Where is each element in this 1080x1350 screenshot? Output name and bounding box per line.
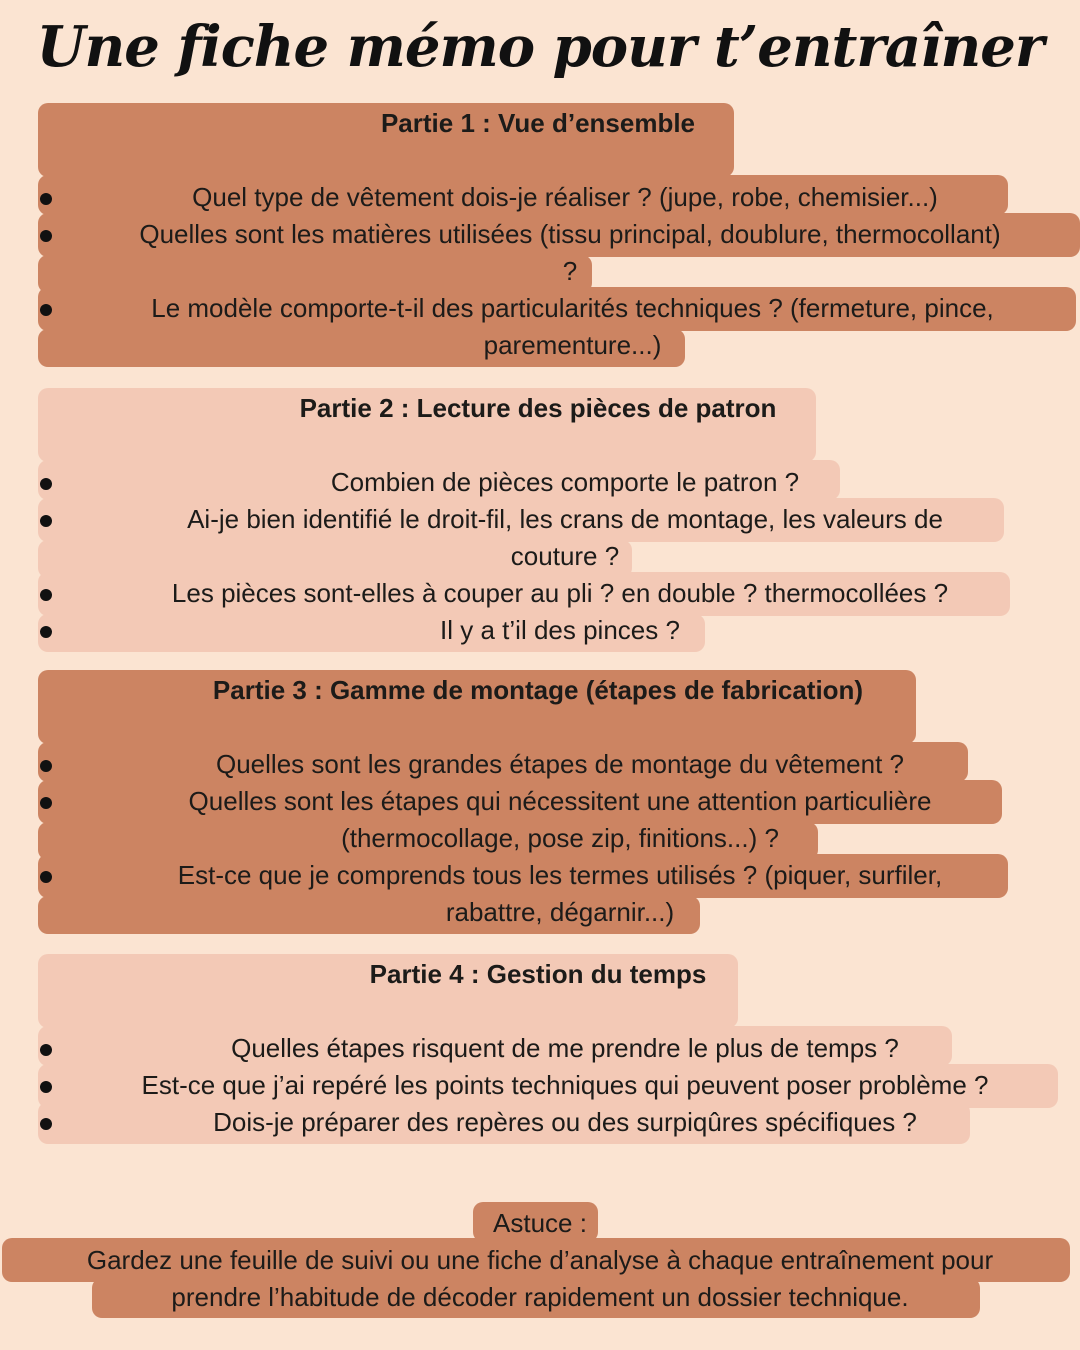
item-line: Est-ce que je comprends tous les termes utilisés ? (piquer, surfiler, — [177, 860, 943, 890]
item-line: Ai-je bien identifié le droit-fil, les crans de montage, les valeurs de — [187, 504, 943, 534]
item-line: Quelles sont les étapes qui nécessitent une attention particulière — [188, 786, 932, 816]
item-line: Dois-je préparer des repères ou des surpiqûres spécifiques ? — [213, 1107, 917, 1137]
item-line: Il y a t’il des pinces ? — [440, 615, 680, 645]
item-line: couture ? — [510, 541, 620, 571]
item-line: Quelles sont les matières utilisées (tissu principal, doublure, thermocollant) — [139, 219, 1001, 249]
bullet-icon — [40, 304, 52, 316]
section-title: Partie 4 : Gestion du temps — [369, 959, 707, 989]
section-title: Partie 2 : Lecture des pièces de patron — [299, 393, 777, 423]
item-line: Combien de pièces comporte le patron ? — [330, 467, 800, 497]
bullet-icon — [40, 193, 52, 205]
section-title: Partie 3 : Gamme de montage (étapes de fabrication) — [212, 675, 864, 705]
tip-text: prendre l’habitude de décoder rapidement un dossier technique. — [171, 1282, 909, 1312]
item-line: rabattre, dégarnir...) — [445, 897, 675, 927]
bullet-icon — [40, 871, 52, 883]
item-line: (thermocollage, pose zip, finitions...) ? — [341, 823, 779, 853]
bullet-icon — [40, 515, 52, 527]
page-title: Une fiche mémo pour t’entraîner — [36, 14, 1044, 80]
item-line: Quelles sont les grandes étapes de montage du vêtement ? — [216, 749, 904, 779]
item-line: parementure...) — [483, 330, 662, 360]
bullet-icon — [40, 760, 52, 772]
item-line: Les pièces sont-elles à couper au pli ? en double ? thermocollées ? — [171, 578, 949, 608]
bullet-icon — [40, 1118, 52, 1130]
bullet-icon — [40, 1081, 52, 1093]
item-line: Est-ce que j’ai repéré les points techniques qui peuvent poser problème ? — [141, 1070, 989, 1100]
tip-text: Gardez une feuille de suivi ou une fiche d’analyse à chaque entraînement pour — [86, 1245, 994, 1275]
bullet-icon — [40, 478, 52, 490]
bullet-icon — [40, 589, 52, 601]
tip-label: Astuce : — [493, 1208, 587, 1238]
item-line: Quel type de vêtement dois-je réaliser ? (jupe, robe, chemisier...) — [192, 182, 938, 212]
bullet-icon — [40, 230, 52, 242]
bullet-icon — [40, 797, 52, 809]
item-line: Le modèle comporte-t-il des particularités techniques ? (fermeture, pince, — [151, 293, 994, 323]
bullet-icon — [40, 626, 52, 638]
bullet-icon — [40, 1044, 52, 1056]
item-line: Quelles étapes risquent de me prendre le plus de temps ? — [231, 1033, 899, 1063]
item-line: ? — [562, 256, 578, 286]
section-title: Partie 1 : Vue d’ensemble — [380, 108, 696, 138]
